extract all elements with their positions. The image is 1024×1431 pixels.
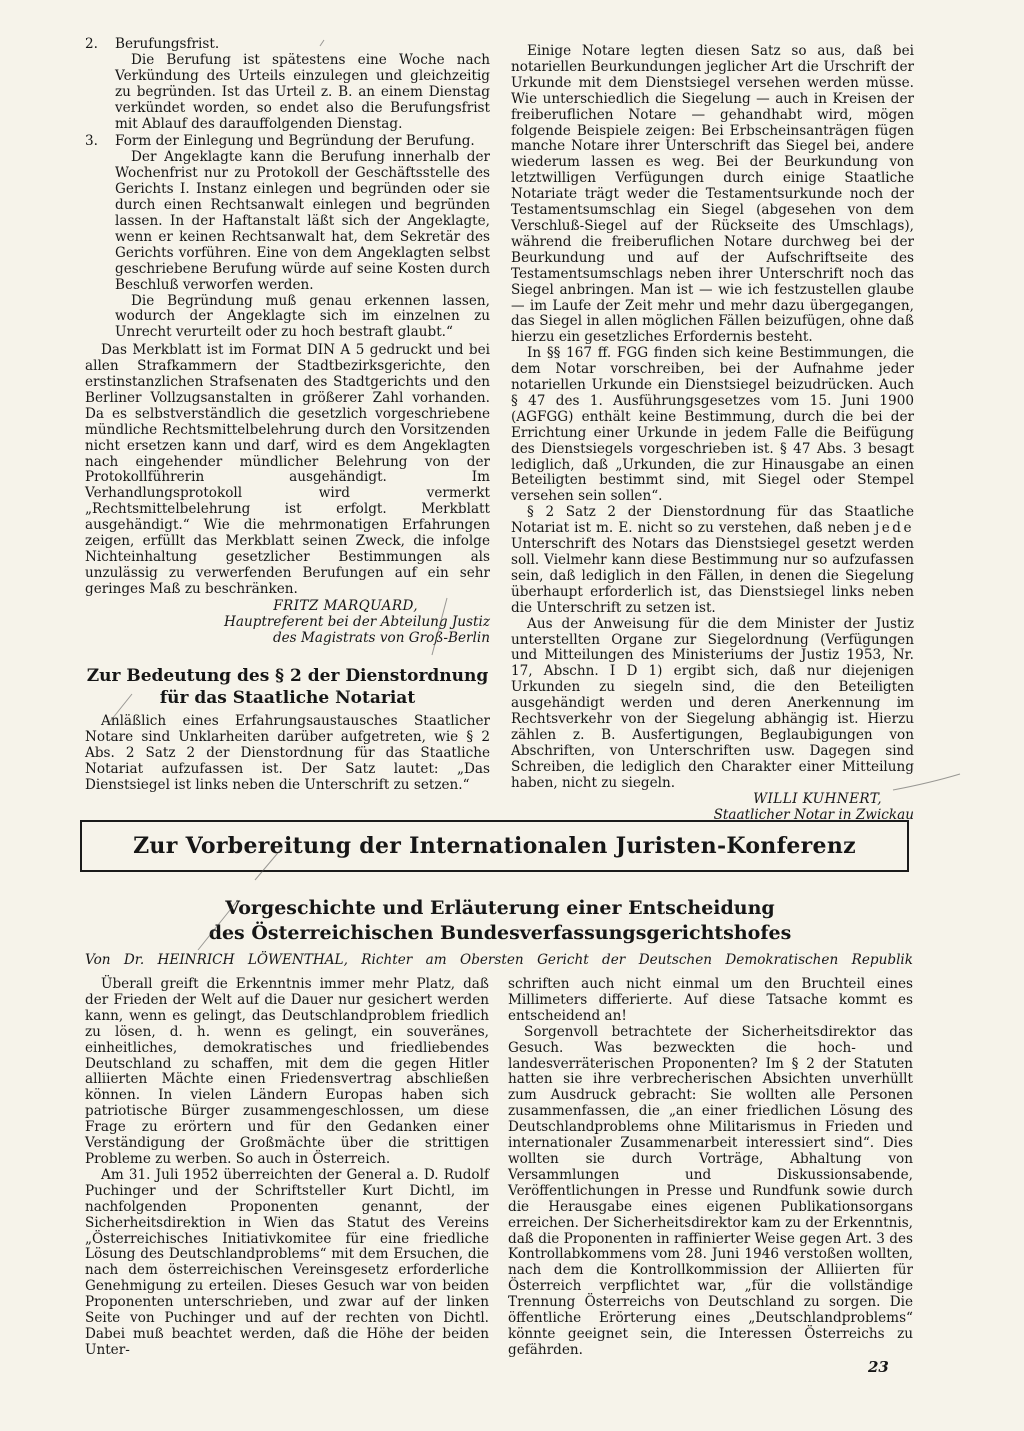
heading-line: für das Staatliche Notariat xyxy=(159,688,416,708)
list-number: 3. xyxy=(85,133,98,150)
pencil-stroke xyxy=(320,40,324,46)
list-item-head: Berufungsfrist. xyxy=(115,36,220,52)
heading-line: Zur Bedeutung des § 2 der Dienstordnung xyxy=(86,666,489,686)
paragraph: Am 31. Juli 1952 überreichten der General a. D. Rudolf Puchinger und der Schriftsteller Kurt Dichtl, im nachfolgenden Proponenten genannt, der Sicherheitsdirektion in Wien das Statut des Vereins „Österreichisches Initiativkomitee für eine friedliche Lösung des Deutschlandproblems“ mit dem Ersuchen, die nach dem österreichischen Vereinsgesetz erforderliche Genehmigung zu erteilen. Dieses Gesuch war von beiden Proponenten unterschrieben, und zwar auf der linken Seite von Puchinger und auf der rechten von Dichtl. Dabei muß beachtet werden, daß die Höhe der beiden Unter- xyxy=(85,1166,489,1358)
signature-name: FRITZ MARQUARD, xyxy=(273,597,418,614)
banner-title: Zur Vorbereitung der Internationalen Juristen-Konferenz xyxy=(133,833,856,859)
pencil-stroke xyxy=(432,598,447,655)
signature-name: WILLI KUHNERT, xyxy=(753,790,882,807)
paragraph: Überall greift die Erkenntnis immer mehr Platz, daß der Frieden der Welt auf die Dauer nur gesichert werden kann, wenn es gelingt, das Deutschlandproblem friedlich zu lösen, d. h. wenn es gelingt, ein souveränes, einheitliches, demokratisches und friedliebendes Deutschland zu schaffen, mit dem die gegen Hitler alliierten Mächte einen Friedensvertrag abschließen können. In vielen Ländern Europas haben sich patriotische Bürger zusammengeschlossen, um diese Frage zu erörtern und für den Gedanken einer Verständigung der Großmächte über die strittigen Probleme zu werben. So auch in Österreich. xyxy=(85,976,489,1167)
signature-role: Staatlicher Notar in Zwickau xyxy=(713,806,914,823)
emphasis-text: jede xyxy=(874,520,914,537)
page-number: 23 xyxy=(868,1358,889,1376)
heading-line: des Österreichischen Bundesverfassungsgerichtshofes xyxy=(208,922,792,944)
paragraph: Aus der Anweisung für die dem Minister der Justiz unterstellten Organe zur Siegelordnung (Verfügungen und Mitteilungen des Ministeriums der Justiz 1953, Nr. 17, Abschn. I D 1) ergibt sich, daß nur diejenigen Urkunden zu siegeln sind, die den Beteiligten ausgehändigt werden und deren Anerkennung im Rechtsverkehr von der Siegelung abhängig ist. Hierzu zählen z. B. Ausfertigungen, Beglaubigungen von Abschriften, von Unterschriften usw. Dagegen sind Schreiben, die lediglich den Charakter einer Mitteilung haben, nicht zu siegeln. xyxy=(511,615,914,791)
paragraph: Sorgenvoll betrachtete der Sicherheitsdirektor das Gesuch. Was bezweckten die hoch- und landesverräterischen Proponenten? Im § 2 der Statuten hatten sie ihre verbrecherischen Absichten unverhüllt zum Ausdruck gebracht: Sie wollten alle Personen zusammenfassen, die „an einer friedlichen Lösung des Deutschlandproblems ohne Militarismus in Frieden und internationaler Zusammenarbeit interessiert sind“. Dies wollten sie durch Vorträge, Abhaltung von Versammlungen und Diskussionsabende, Veröffentlichungen in Presse und Rundfunk sowie durch die Herausgabe eines eigenen Publikationsorgans erreichen. Der Sicherheitsdirektor kam zu der Erkenntnis, daß die Proponenten in raffinierter Weise gegen Art. 3 des Kontrollabkommens vom 28. Juni 1946 verstoßen wollten, nach dem die Kontrollkommission der Alliierten für Österreich verpflichtet war, „für die vollständige Trennung Österreichs von Deutschland zu sorgen. Die öffentliche Erörterung eines „Deutschlandproblems“ könnte geeignet sein, die Interessen Österreichs zu gefährden. xyxy=(508,1023,913,1358)
list-number: 2. xyxy=(85,36,98,52)
pencil-stroke xyxy=(198,900,238,950)
heading-line: Vorgeschichte und Erläuterung einer Entscheidung xyxy=(225,897,775,919)
paragraph: Die Begründung muß genau erkennen lassen, wodurch der Angeklagte sich im einzelnen zu Unrecht verurteilt oder zu hoch bestraft glaubt.“ xyxy=(115,292,490,341)
text-run: Unterschrift des Notars das Dienstsiegel gesetzt werden soll. Vielmehr kann diese Bestimmung nur so aufzufassen sein, daß lediglich in den Fällen, in denen die Siegelung überhaupt erforderlich ist, das Dienstsiegel links neben die Unterschrift zu setzen ist. xyxy=(511,536,914,616)
byline: Von Dr. HEINRICH LÖWENTHAL, Richter am Obersten Gericht der Deutschen Demokratischen Republik xyxy=(85,952,913,968)
text-run: § 2 Satz 2 der Dienstordnung für das Staatliche Notariat ist m. E. nicht so zu verstehen, daß neben xyxy=(511,504,914,537)
paragraph-merkblatt: Das Merkblatt ist im Format DIN A 5 gedruckt und bei allen Strafkammern der Stadtbezirksgerichte, den erstinstanzlichen Strafsenaten des Stadtgerichts und den Berliner Vollzugsanstalten in größerer Zahl vorhanden. Da es selbstverständlich die gesetzlich vorgeschriebene mündliche Rechtsmittelbelehrung durch den Vorsitzenden nicht ersetzen kann und darf, wird es dem Angeklagten nach eingehender mündlicher Belehrung von der Protokollführerin ausgehändigt. Im Verhandlungsprotokoll wird vermerkt „Rechtsmittelbelehrung ist erfolgt. Merkblatt ausgehändigt.“ Wie die mehrmonatigen Erfahrungen zeigen, erfüllt das Merkblatt seinen Zweck, die infolge Nichteinhaltung gesetzlicher Bestimmungen als unzulässig zu verwerfenden Berufungen auf ein sehr geringes Maß zu beschränken. xyxy=(85,342,490,597)
paragraph: Einige Notare legten diesen Satz so aus, daß bei notariellen Beurkundungen jeglicher Art die Urschrift der Urkunde mit dem Dienstsiegel versehen werden müsse. Wie unterschiedlich die Siegelung — auch in Kreisen der freiberuflichen Notare — gehandhabt wird, mögen folgende Beispiele zeigen: Bei Erbscheinsanträgen fügen manche Notare ihrer Unterschrift das Siegel bei, andere wiederum lassen es weg. Bei der Beurkundung von letztwilligen Verfügungen durch einige Staatliche Notariate trägt weder die Testamentsurkunde noch der Testamentsumschlag ein Siegel (abgesehen von dem Verschluß-Siegel auf der Rückseite des Umschlags), während die freiberuflichen Notare durchweg bei der Beurkundung und auf der Aufschriftseite des Testamentsumschlags neben ihrer Unterschrift noch das Siegel anbringen. Man ist — wie ich festzustellen glaube — im Laufe der Zeit mehr und mehr dazu übergegangen, das Siegel in allen möglichen Fällen beizufügen, ohne daß hierzu ein gesetzliches Erfordernis besteht. xyxy=(511,43,914,346)
signature-role: des Magistrats von Groß-Berlin xyxy=(272,629,490,646)
list-item-head: Form der Einlegung und Begründung der Berufung. xyxy=(115,133,475,150)
signature-role: Hauptreferent bei der Abteilung Justiz xyxy=(224,613,490,630)
paragraph: Anläßlich eines Erfahrungsaustausches Staatlicher Notare sind Unklarheiten darüber aufgetreten, wie § 2 Abs. 2 Satz 2 der Dienstordnung für das Staatliche Notariat aufzufassen ist. Der Satz lautet: „Das Dienstsiegel ist links neben die Unterschrift zu setzen.“ xyxy=(85,713,490,793)
paragraph: Der Angeklagte kann die Berufung innerhalb der Wochenfrist nur zu Protokoll der Geschäftsstelle des Gerichts I. Instanz einlegen und begründen oder sie durch einen Rechtsanwalt einlegen und begründen lassen. In der Haftanstalt läßt sich der Angeklagte, wenn er keinen Rechtsanwalt hat, dem Sekretär des Gerichts vorführen. Eine von dem Angeklagten selbst geschriebene Berufung würde auf seine Kosten durch Beschluß verworfen werden. xyxy=(115,149,490,293)
pencil-stroke xyxy=(108,694,132,724)
pencil-stroke xyxy=(893,774,960,790)
paragraph: In §§ 167 ff. FGG finden sich keine Bestimmungen, die dem Notar vorschreiben, bei der Aufnahme jeder notariellen Urkunde ein Dienstsiegel beizudrücken. Auch § 47 des 1. Ausführungsgesetzes vom 15. Juni 1900 (AGFGG) enthält keine Bestimmung, durch die bei der Errichtung einer Urkunde in jedem Falle die Beifügung des Dienstsiegels vorgeschrieben ist. § 47 Abs. 3 besagt lediglich, daß „Urkunden, die zur Hinausgabe an einen Beteiligten bestimmt sind, mit Siegel oder Stempel versehen sein sollen“. xyxy=(511,345,914,505)
paragraph: schriften auch nicht einmal um den Bruchteil eines Millimeters differierte. Auf diese Tatsache kommt es entscheidend an! xyxy=(508,976,913,1024)
pencil-stroke xyxy=(255,848,282,880)
paragraph: Die Berufung ist spätestens eine Woche nach Verkündung des Urteils einzulegen und gleichzeitig zu begründen. Ist das Urteil z. B. an einem Dienstag verkündet worden, so endet also die Berufungsfrist mit Ablauf des darauffolgenden Dienstag. xyxy=(115,51,490,132)
